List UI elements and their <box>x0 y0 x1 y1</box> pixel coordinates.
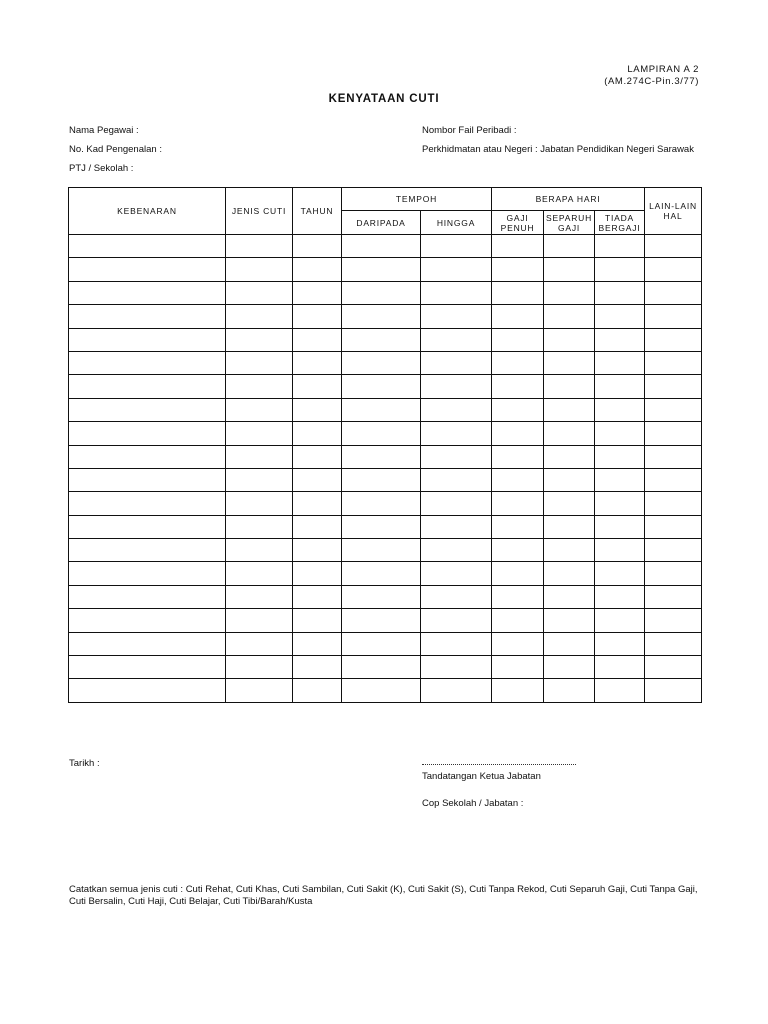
signature-line <box>422 758 576 765</box>
cell-tiada-bergaji[interactable] <box>595 632 645 655</box>
cell-jenis-cuti[interactable] <box>226 492 293 515</box>
leave-types-note: Catatkan semua jenis cuti : Cuti Rehat, Cuti Khas, Cuti Sambilan, Cuti Sakit (K), Cuti Sakit (S), Cuti Tanpa Rekod, Cuti Separuh Gaji, Cuti Tanpa Gaji, Cuti Bersalin, Cuti Haji, Cuti Belajar, Cuti Tibi/Barah/Kusta <box>69 884 698 907</box>
cell-separuh-gaji[interactable] <box>544 492 595 515</box>
cell-hingga[interactable] <box>421 398 492 421</box>
cell-tiada-bergaji[interactable] <box>595 562 645 585</box>
cell-kebenaran[interactable] <box>69 539 226 562</box>
cell-gaji-penuh[interactable] <box>492 609 544 632</box>
cell-tahun[interactable] <box>293 632 342 655</box>
field-ptj-sekolah: PTJ / Sekolah : <box>69 163 134 174</box>
cell-lain-lain[interactable] <box>645 492 702 515</box>
cell-lain-lain[interactable] <box>645 305 702 328</box>
cell-tahun[interactable] <box>293 562 342 585</box>
cell-tiada-bergaji[interactable] <box>595 609 645 632</box>
col-header-berapa-hari: BERAPA HARI <box>492 188 645 211</box>
cell-gaji-penuh[interactable] <box>492 656 544 679</box>
cell-kebenaran[interactable] <box>69 258 226 281</box>
table-row <box>69 562 702 585</box>
cell-daripada[interactable] <box>342 585 421 608</box>
col-header-separuh-gaji: SEPARUH GAJI <box>544 211 595 235</box>
cell-tahun[interactable] <box>293 468 342 491</box>
cell-separuh-gaji[interactable] <box>544 468 595 491</box>
cell-daripada[interactable] <box>342 468 421 491</box>
cell-hingga[interactable] <box>421 609 492 632</box>
col-header-daripada: DARIPADA <box>342 211 421 235</box>
cell-tahun[interactable] <box>293 398 342 421</box>
cell-lain-lain[interactable] <box>645 422 702 445</box>
table-row <box>69 492 702 515</box>
cell-jenis-cuti[interactable] <box>226 235 293 258</box>
cell-tahun[interactable] <box>293 328 342 351</box>
cell-tahun[interactable] <box>293 609 342 632</box>
cell-gaji-penuh[interactable] <box>492 679 544 702</box>
cell-kebenaran[interactable] <box>69 422 226 445</box>
cell-gaji-penuh[interactable] <box>492 492 544 515</box>
cell-jenis-cuti[interactable] <box>226 562 293 585</box>
cell-daripada[interactable] <box>342 351 421 374</box>
cell-lain-lain[interactable] <box>645 656 702 679</box>
cell-tahun[interactable] <box>293 492 342 515</box>
cell-gaji-penuh[interactable] <box>492 351 544 374</box>
table-row <box>69 609 702 632</box>
cell-gaji-penuh[interactable] <box>492 305 544 328</box>
cell-lain-lain[interactable] <box>645 328 702 351</box>
cell-jenis-cuti[interactable] <box>226 679 293 702</box>
cell-gaji-penuh[interactable] <box>492 258 544 281</box>
cell-separuh-gaji[interactable] <box>544 258 595 281</box>
cell-lain-lain[interactable] <box>645 235 702 258</box>
cell-gaji-penuh[interactable] <box>492 422 544 445</box>
table-row <box>69 422 702 445</box>
cell-tiada-bergaji[interactable] <box>595 422 645 445</box>
leave-table <box>68 187 702 703</box>
cell-separuh-gaji[interactable] <box>544 375 595 398</box>
cell-jenis-cuti[interactable] <box>226 375 293 398</box>
field-nombor-fail: Nombor Fail Peribadi : <box>422 125 517 136</box>
cell-hingga[interactable] <box>421 422 492 445</box>
cell-separuh-gaji[interactable] <box>544 609 595 632</box>
cell-hingga[interactable] <box>421 375 492 398</box>
table-row <box>69 305 702 328</box>
col-header-lain-lain: LAIN-LAIN HAL <box>645 188 702 235</box>
cell-daripada[interactable] <box>342 445 421 468</box>
table-row <box>69 235 702 258</box>
cell-kebenaran[interactable] <box>69 445 226 468</box>
cell-kebenaran[interactable] <box>69 468 226 491</box>
col-header-tahun: TAHUN <box>293 188 342 235</box>
table-row <box>69 258 702 281</box>
cell-gaji-penuh[interactable] <box>492 585 544 608</box>
cell-hingga[interactable] <box>421 281 492 304</box>
field-tarikh: Tarikh : <box>69 758 100 769</box>
cell-hingga[interactable] <box>421 351 492 374</box>
cell-gaji-penuh[interactable] <box>492 281 544 304</box>
cell-hingga[interactable] <box>421 468 492 491</box>
cell-separuh-gaji[interactable] <box>544 656 595 679</box>
cell-jenis-cuti[interactable] <box>226 468 293 491</box>
cell-lain-lain[interactable] <box>645 258 702 281</box>
cell-separuh-gaji[interactable] <box>544 585 595 608</box>
cell-daripada[interactable] <box>342 328 421 351</box>
cell-kebenaran[interactable] <box>69 492 226 515</box>
cell-jenis-cuti[interactable] <box>226 398 293 421</box>
cell-kebenaran[interactable] <box>69 281 226 304</box>
cell-kebenaran[interactable] <box>69 562 226 585</box>
table-row <box>69 281 702 304</box>
cell-tahun[interactable] <box>293 515 342 538</box>
cell-separuh-gaji[interactable] <box>544 305 595 328</box>
cell-lain-lain[interactable] <box>645 398 702 421</box>
cell-kebenaran[interactable] <box>69 632 226 655</box>
cell-gaji-penuh[interactable] <box>492 375 544 398</box>
form-title: KENYATAAN CUTI <box>328 93 440 105</box>
cell-kebenaran[interactable] <box>69 305 226 328</box>
table-row <box>69 375 702 398</box>
cell-jenis-cuti[interactable] <box>226 258 293 281</box>
cell-tiada-bergaji[interactable] <box>595 305 645 328</box>
cell-lain-lain[interactable] <box>645 445 702 468</box>
cell-lain-lain[interactable] <box>645 609 702 632</box>
cell-separuh-gaji[interactable] <box>544 351 595 374</box>
cell-lain-lain[interactable] <box>645 632 702 655</box>
col-header-kebenaran: KEBENARAN <box>69 188 226 235</box>
cell-tahun[interactable] <box>293 235 342 258</box>
col-header-tiada-bergaji: TIADA BERGAJI <box>595 211 645 235</box>
cell-tahun[interactable] <box>293 281 342 304</box>
field-nama-pegawai: Nama Pegawai : <box>69 125 139 136</box>
cell-tahun[interactable] <box>293 679 342 702</box>
table-row <box>69 679 702 702</box>
table-row <box>69 515 702 538</box>
cell-tahun[interactable] <box>293 351 342 374</box>
cell-kebenaran[interactable] <box>69 515 226 538</box>
table-row <box>69 539 702 562</box>
cell-jenis-cuti[interactable] <box>226 281 293 304</box>
cell-jenis-cuti[interactable] <box>226 585 293 608</box>
cell-tiada-bergaji[interactable] <box>595 398 645 421</box>
cell-jenis-cuti[interactable] <box>226 351 293 374</box>
table-row <box>69 351 702 374</box>
cell-lain-lain[interactable] <box>645 539 702 562</box>
cell-kebenaran[interactable] <box>69 235 226 258</box>
cell-hingga[interactable] <box>421 562 492 585</box>
table-row <box>69 398 702 421</box>
cell-tiada-bergaji[interactable] <box>595 515 645 538</box>
cell-tahun[interactable] <box>293 585 342 608</box>
col-header-hingga: HINGGA <box>421 211 492 235</box>
cell-separuh-gaji[interactable] <box>544 422 595 445</box>
cell-tahun[interactable] <box>293 258 342 281</box>
table-row <box>69 585 702 608</box>
cell-lain-lain[interactable] <box>645 585 702 608</box>
cell-tiada-bergaji[interactable] <box>595 468 645 491</box>
form-reference <box>604 64 699 88</box>
cell-gaji-penuh[interactable] <box>492 632 544 655</box>
cell-lain-lain[interactable] <box>645 351 702 374</box>
cell-tiada-bergaji[interactable] <box>595 445 645 468</box>
col-header-gaji-penuh: GAJI PENUH <box>492 211 544 235</box>
cell-kebenaran[interactable] <box>69 585 226 608</box>
cell-gaji-penuh[interactable] <box>492 328 544 351</box>
cell-daripada[interactable] <box>342 539 421 562</box>
cell-hingga[interactable] <box>421 679 492 702</box>
cell-tahun[interactable] <box>293 422 342 445</box>
cell-hingga[interactable] <box>421 539 492 562</box>
cell-separuh-gaji[interactable] <box>544 328 595 351</box>
field-cop: Cop Sekolah / Jabatan : <box>422 798 524 809</box>
cell-jenis-cuti[interactable] <box>226 632 293 655</box>
cell-tahun[interactable] <box>293 445 342 468</box>
cell-tiada-bergaji[interactable] <box>595 679 645 702</box>
cell-tahun[interactable] <box>293 375 342 398</box>
cell-daripada[interactable] <box>342 258 421 281</box>
cell-jenis-cuti[interactable] <box>226 515 293 538</box>
cell-jenis-cuti[interactable] <box>226 609 293 632</box>
cell-gaji-penuh[interactable] <box>492 562 544 585</box>
cell-daripada[interactable] <box>342 375 421 398</box>
cell-tiada-bergaji[interactable] <box>595 258 645 281</box>
cell-daripada[interactable] <box>342 422 421 445</box>
cell-separuh-gaji[interactable] <box>544 281 595 304</box>
cell-tiada-bergaji[interactable] <box>595 375 645 398</box>
cell-separuh-gaji[interactable] <box>544 398 595 421</box>
cell-separuh-gaji[interactable] <box>544 539 595 562</box>
cell-daripada[interactable] <box>342 609 421 632</box>
cell-tiada-bergaji[interactable] <box>595 656 645 679</box>
cell-kebenaran[interactable] <box>69 328 226 351</box>
cell-tiada-bergaji[interactable] <box>595 492 645 515</box>
cell-separuh-gaji[interactable] <box>544 679 595 702</box>
ref-line-1: LAMPIRAN A 2 <box>627 64 699 75</box>
cell-tiada-bergaji[interactable] <box>595 539 645 562</box>
cell-gaji-penuh[interactable] <box>492 539 544 562</box>
cell-separuh-gaji[interactable] <box>544 445 595 468</box>
cell-tiada-bergaji[interactable] <box>595 351 645 374</box>
cell-hingga[interactable] <box>421 585 492 608</box>
cell-tiada-bergaji[interactable] <box>595 281 645 304</box>
table-row <box>69 468 702 491</box>
cell-lain-lain[interactable] <box>645 281 702 304</box>
cell-gaji-penuh[interactable] <box>492 445 544 468</box>
cell-daripada[interactable] <box>342 656 421 679</box>
cell-lain-lain[interactable] <box>645 515 702 538</box>
cell-hingga[interactable] <box>421 445 492 468</box>
cell-jenis-cuti[interactable] <box>226 305 293 328</box>
cell-lain-lain[interactable] <box>645 562 702 585</box>
cell-daripada[interactable] <box>342 679 421 702</box>
cell-daripada[interactable] <box>342 305 421 328</box>
cell-hingga[interactable] <box>421 235 492 258</box>
cell-daripada[interactable] <box>342 632 421 655</box>
signature-label: Tandatangan Ketua Jabatan <box>422 771 541 782</box>
table-row <box>69 445 702 468</box>
col-header-tempoh: TEMPOH <box>342 188 492 211</box>
cell-daripada[interactable] <box>342 492 421 515</box>
cell-hingga[interactable] <box>421 656 492 679</box>
ref-line-2: (AM.274C-Pin.3/77) <box>604 76 699 87</box>
cell-jenis-cuti[interactable] <box>226 656 293 679</box>
cell-tiada-bergaji[interactable] <box>595 585 645 608</box>
cell-daripada[interactable] <box>342 281 421 304</box>
cell-kebenaran[interactable] <box>69 656 226 679</box>
cell-hingga[interactable] <box>421 492 492 515</box>
cell-kebenaran[interactable] <box>69 351 226 374</box>
cell-kebenaran[interactable] <box>69 398 226 421</box>
table-row <box>69 656 702 679</box>
cell-lain-lain[interactable] <box>645 375 702 398</box>
col-header-jenis-cuti: JENIS CUTI <box>226 188 293 235</box>
leave-table-body <box>69 235 702 703</box>
cell-jenis-cuti[interactable] <box>226 539 293 562</box>
cell-hingga[interactable] <box>421 305 492 328</box>
cell-kebenaran[interactable] <box>69 609 226 632</box>
cell-separuh-gaji[interactable] <box>544 632 595 655</box>
table-row <box>69 632 702 655</box>
table-row <box>69 328 702 351</box>
cell-hingga[interactable] <box>421 328 492 351</box>
cell-tiada-bergaji[interactable] <box>595 328 645 351</box>
field-perkhidmatan: Perkhidmatan atau Negeri : Jabatan Pendidikan Negeri Sarawak <box>422 144 694 155</box>
cell-separuh-gaji[interactable] <box>544 235 595 258</box>
cell-gaji-penuh[interactable] <box>492 515 544 538</box>
cell-tahun[interactable] <box>293 539 342 562</box>
cell-kebenaran[interactable] <box>69 679 226 702</box>
cell-gaji-penuh[interactable] <box>492 398 544 421</box>
cell-tiada-bergaji[interactable] <box>595 235 645 258</box>
cell-tahun[interactable] <box>293 656 342 679</box>
cell-jenis-cuti[interactable] <box>226 328 293 351</box>
cell-kebenaran[interactable] <box>69 375 226 398</box>
cell-daripada[interactable] <box>342 398 421 421</box>
cell-daripada[interactable] <box>342 562 421 585</box>
cell-lain-lain[interactable] <box>645 468 702 491</box>
cell-hingga[interactable] <box>421 515 492 538</box>
cell-jenis-cuti[interactable] <box>226 445 293 468</box>
cell-hingga[interactable] <box>421 258 492 281</box>
cell-separuh-gaji[interactable] <box>544 562 595 585</box>
cell-separuh-gaji[interactable] <box>544 515 595 538</box>
cell-gaji-penuh[interactable] <box>492 235 544 258</box>
cell-daripada[interactable] <box>342 515 421 538</box>
cell-tahun[interactable] <box>293 305 342 328</box>
cell-gaji-penuh[interactable] <box>492 468 544 491</box>
cell-daripada[interactable] <box>342 235 421 258</box>
cell-jenis-cuti[interactable] <box>226 422 293 445</box>
cell-hingga[interactable] <box>421 632 492 655</box>
field-no-kad: No. Kad Pengenalan : <box>69 144 162 155</box>
cell-lain-lain[interactable] <box>645 679 702 702</box>
